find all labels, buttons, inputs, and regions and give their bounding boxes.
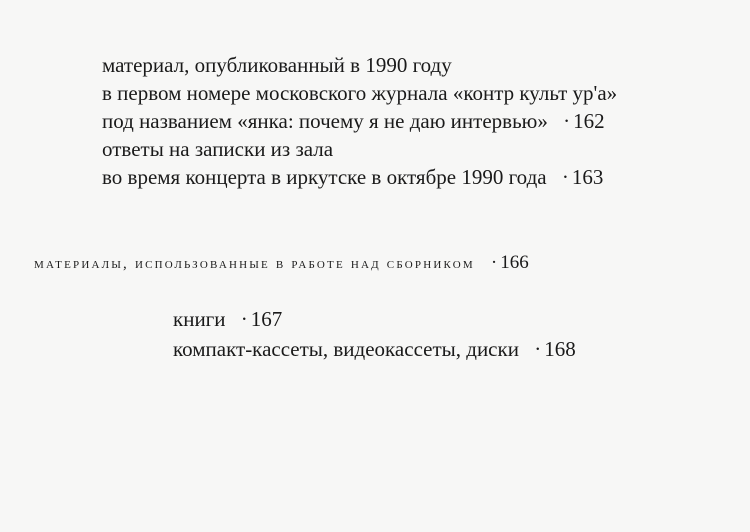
toc-entry-text: под названием «янка: почему я не даю интервью» [102,109,548,133]
toc-entry-line-1 [102,52,452,78]
toc-entry-text: материал, опубликованный в 1990 году [102,53,452,77]
toc-page-number: · 162 [563,109,605,133]
section-title: материалы, использованные в работе над сборником [34,256,475,272]
toc-entry-line-3 [102,108,605,134]
toc-entry-line-2 [102,80,617,106]
toc-page-number: · 163 [561,165,604,189]
toc-entry-text: во время концерта в иркутске в октябре 1990 года [102,165,547,189]
toc-entry-text: компакт-кассеты, видеокассеты, диски [173,337,519,361]
toc-section-heading [34,252,529,274]
toc-entry-line-4 [102,136,333,162]
section-page-number: · 166 [490,252,529,273]
toc-entry-text: книги [173,307,226,331]
toc-entry-text: ответы на записки из зала [102,137,334,161]
toc-subentry-media [173,336,576,362]
toc-subentry-books [173,306,282,332]
toc-entry-line-5 [102,164,603,190]
toc-page-number: · 167 [240,307,283,331]
show-through-decoration [30,70,55,137]
toc-page-number: · 168 [534,337,576,361]
toc-entry-text: в первом номере московского журнала «контр культ ур'а» [102,81,618,105]
